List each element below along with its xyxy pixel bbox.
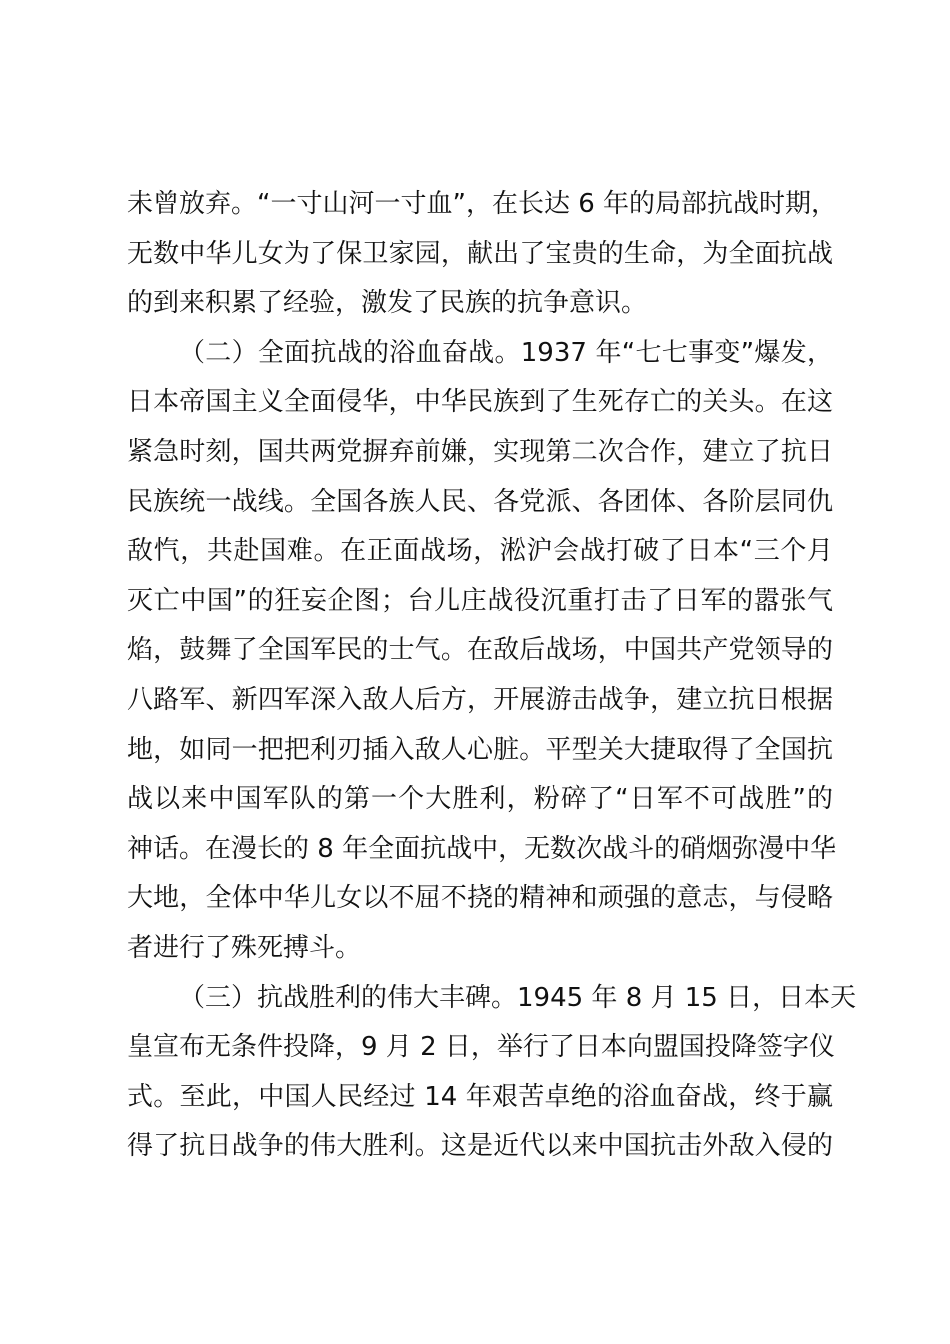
text-line: 紧急时刻，国共两党摒弃前嫌，实现第二次合作，建立了抗日 [127, 436, 833, 467]
text-line: 未曾放弃。“一寸山河一寸血”，在长达 6 年的局部抗战时期， [127, 189, 838, 219]
paragraph-continued [127, 180, 838, 329]
text-line: 八路军、新四军深入敌人后方，开展游击战争，建立抗日根据 [127, 684, 833, 715]
text-line: 焰，鼓舞了全国军民的士气。在敌后战场，中国共产党领导的 [127, 635, 833, 666]
text-line: 无数中华儿女为了保卫家园，献出了宝贵的生命，为全面抗战 [127, 238, 833, 269]
text-line: 皇宣布无条件投降，9 月 2 日，举行了日本向盟国投降签字仪 [127, 1032, 835, 1063]
text-line: 大地，全体中华儿女以不屈不挠的精神和顽强的意志，与侵略 [127, 883, 833, 914]
paragraph-section-3 [127, 974, 857, 1172]
text-line: 得了抗日战争的伟大胜利。这是近代以来中国抗击外敌入侵的 [127, 1131, 833, 1162]
text-line: 的到来积累了经验，激发了民族的抗争意识。 [127, 288, 648, 319]
text-line: （二）全面抗战的浴血奋战。1937 年“七七事变”爆发， [179, 337, 833, 368]
text-line: （三）抗战胜利的伟大丰碑。1945 年 8 月 15 日，日本天 [179, 982, 857, 1013]
text-line: 式。至此，中国人民经过 14 年艰苦卓绝的浴血奋战，终于赢 [127, 1081, 833, 1112]
paragraph-section-2 [127, 329, 837, 974]
text-line: 者进行了殊死搏斗。 [127, 932, 362, 963]
text-line: 地，如同一把把利刃插入敌人心脏。平型关大捷取得了全国抗 [127, 734, 833, 765]
text-line: 战以来中国军队的第一个大胜利，粉碎了“日军不可战胜”的 [127, 784, 833, 815]
text-line: 灭亡中国”的狂妄企图；台儿庄战役沉重打击了日军的嚣张气 [127, 585, 833, 616]
text-line: 日本帝国主义全面侵华，中华民族到了生死存亡的关头。在这 [127, 387, 833, 418]
body-text [127, 180, 857, 1172]
text-line: 敌忾，共赴国难。在正面战场，淞沪会战打破了日本“三个月 [127, 536, 833, 567]
text-line: 民族统一战线。全国各族人民、各党派、各团体、各阶层同仇 [127, 486, 833, 517]
text-line: 神话。在漫长的 8 年全面抗战中，无数次战斗的硝烟弥漫中华 [127, 833, 837, 864]
